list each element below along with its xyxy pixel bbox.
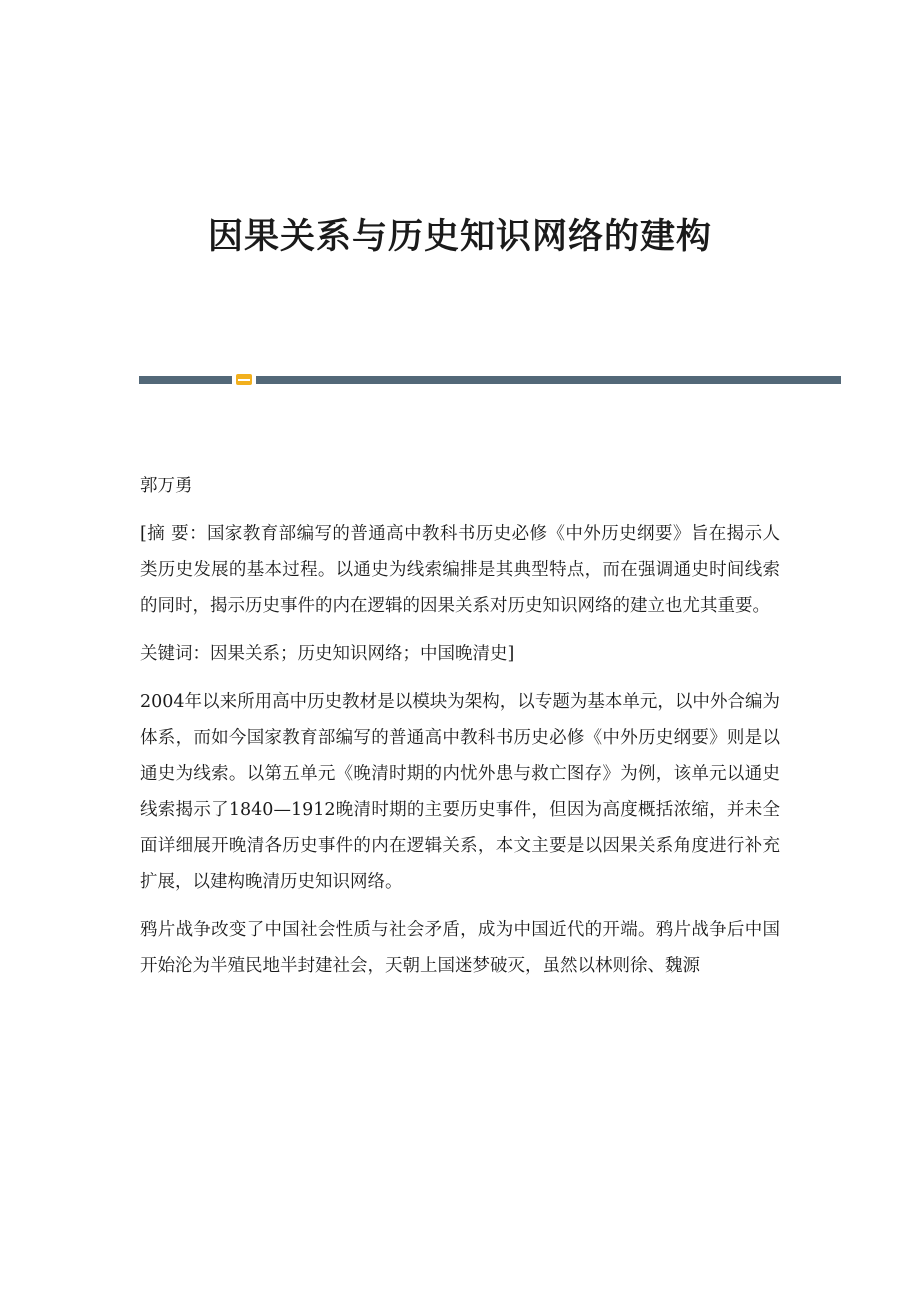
title-rule-left: [139, 376, 232, 384]
paragraph: 2004年以来所用高中历史教材是以模块为架构，以专题为基本单元，以中外合编为体系，而如今国家教育部编写的普通高中教科书历史必修《中外历史纲要》则是以通史为线索。以第五单元《晚清时期的内忧外患与救亡图存》为例，该单元以通史线索揭示了1840—1912晚清时期的主要历史事件，但因为高度概括浓缩，并未全面详细展开晚清各历史事件的内在逻辑关系，本文主要是以因果关系角度进行补充扩展，以建构晚清历史知识网络。: [140, 692, 780, 892]
author: 郭万勇: [140, 476, 193, 496]
page-title: 因果关系与历史知识网络的建构: [207, 216, 712, 257]
title-rule-right: [256, 376, 841, 384]
abstract: [摘 要：国家教育部编写的普通高中教科书历史必修《中外历史纲要》旨在揭示人类历史发展的基本过程。以通史为线索编排是其典型特点，而在强调通史时间线索的同时，揭示历史事件的内在逻辑的因果关系对历史知识网络的建立也尤其重要。: [140, 524, 780, 616]
paragraph: 鸦片战争改变了中国社会性质与社会矛盾，成为中国近代的开端。鸦片战争后中国开始沦为半殖民地半封建社会，天朝上国迷梦破灭，虽然以林则徐、魏源: [140, 920, 780, 976]
article-body: [140, 468, 780, 996]
keywords: 关键词：因果关系；历史知识网络；中国晚清史]: [140, 644, 515, 664]
rule-ornament-icon: [236, 374, 252, 385]
